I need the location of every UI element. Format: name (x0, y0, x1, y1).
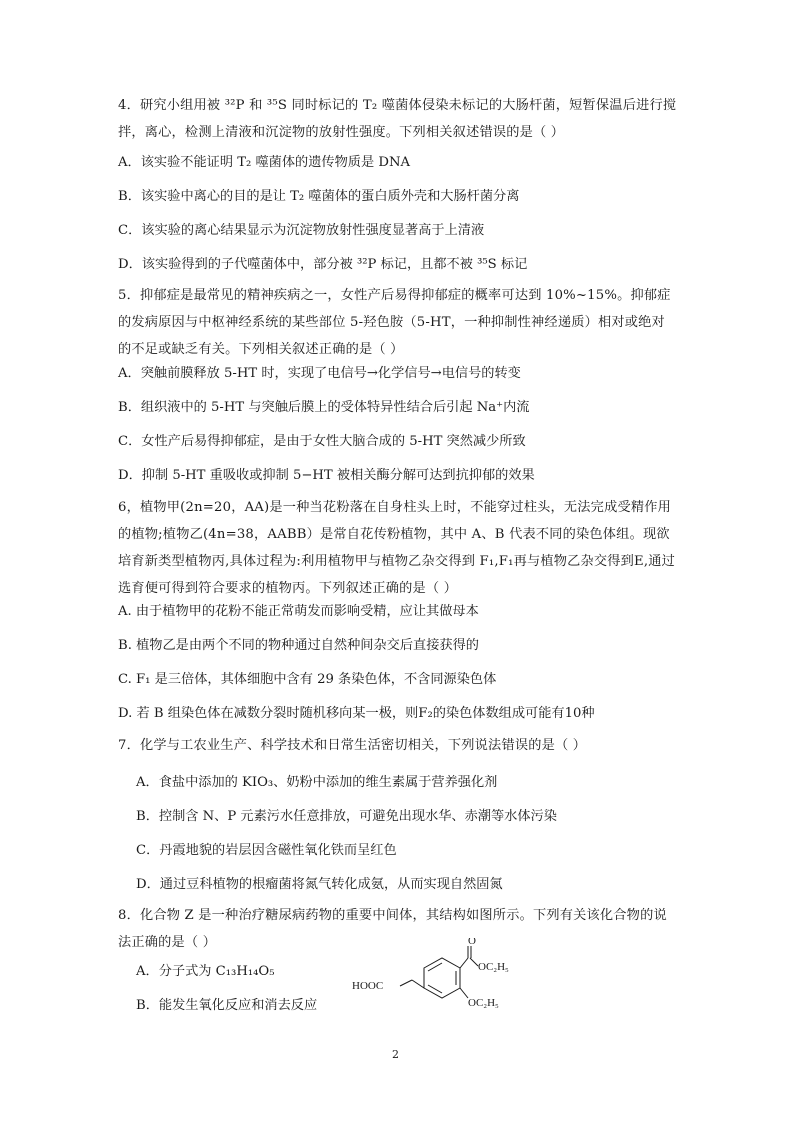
ester-oc2h5-label: OC₂H₅ (478, 961, 509, 973)
benzene-ring (424, 958, 460, 998)
q7-option-b: B．控制含 N、P 元素污水任意排放，可避免出现水华、赤潮等水体污染 (136, 809, 557, 824)
q7-stem: 7．化学与工农业生产、科学技术和日常生活密切相关，下列说法错误的是（ ） (118, 738, 587, 753)
hooc-label: HOOC (352, 980, 384, 992)
bonds (400, 946, 478, 998)
q6-option-d: D. 若 B 组染色体在减数分裂时随机移向某一极，则F₂的染色体数组成可能有10种 (118, 706, 595, 721)
q5-stem: 5．抑郁症是最常见的精神疾病之一，女性产后易得抑郁症的概率可达到 10%~15%。抑郁症的发病原因与中枢神经系统的某些部位 5-羟色胺（5-HT，一种抑制性神经递质）相对或绝对的不足或缺乏有关。下列相关叙述正确的是（ ） (118, 288, 671, 357)
q5-option-b: B．组织液中的 5-HT 与突触后膜上的受体特异性结合后引起 Na⁺内流 (118, 400, 530, 415)
q5-option-a: A．突触前膜释放 5-HT 时，实现了电信号→化学信号→电信号的转变 (118, 366, 521, 381)
q7-option-d: D．通过豆科植物的根瘤菌将氮气转化成氨，从而实现自然固氮 (136, 877, 503, 892)
q7-option-c: C．丹霞地貌的岩层因含磁性氧化铁而呈红色 (136, 843, 397, 858)
carbonyl-oxygen-label: O (468, 938, 476, 947)
q6-option-c: C. F₁ 是三倍体，其体细胞中含有 29 条染色体，不含同源染色体 (118, 672, 497, 687)
q7-option-a: A．食盐中添加的 KIO₃、奶粉中添加的维生素属于营养强化剂 (136, 775, 498, 790)
q6-option-b: B. 植物乙是由两个不同的物种通过自然种间杂交后直接获得的 (118, 638, 479, 653)
q6-option-a: A. 由于植物甲的花粉不能正常萌发而影响受精，应让其做母本 (118, 604, 479, 619)
ether-oc2h5-label: OC₂H₅ (468, 997, 499, 1009)
q4-option-d: D．该实验得到的子代噬菌体中，部分被 ³²P 标记，且都不被 ³⁵S 标记 (118, 257, 528, 272)
q4-option-c: C．该实验的离心结果显示为沉淀物放射性强度显著高于上清液 (118, 223, 485, 238)
q5-option-c: C．女性产后易得抑郁症，是由于女性大脑合成的 5-HT 突然减少所致 (118, 434, 526, 449)
q4-option-a: A．该实验不能证明 T₂ 噬菌体的遗传物质是 DNA (118, 155, 411, 170)
q5-option-d: D．抑制 5-HT 重吸收或抑制 5−HT 被相关酶分解可达到抗抑郁的效果 (118, 468, 535, 483)
q4-option-b: B．该实验中离心的目的是让 T₂ 噬菌体的蛋白质外壳和大肠杆菌分离 (118, 189, 520, 204)
compound-z-structure (350, 938, 520, 1028)
q8-option-b: B．能发生氧化反应和消去反应 (136, 998, 318, 1013)
q6-stem: 6，植物甲(2n=20，AA)是一种当花粉落在自身柱头上时，不能穿过柱头，无法完成受精作用的植物;植物乙(4n=38，AABB）是常自花传粉植物，其中 A、B 代表不同的染色体组。现欲培育新类型植物丙,具体过程为:利用植物甲与植物乙杂交得到 F₁,F₁再与植物乙杂交得到E,通过选育便可得到符合要求的植物丙。下列叙述正确的是（ ） (118, 500, 676, 596)
q8-option-a: A．分子式为 C₁₃H₁₄O₅ (136, 964, 275, 979)
page-number: 2 (392, 1048, 399, 1061)
q4-stem: 4．研究小组用被 ³²P 和 ³⁵S 同时标记的 T₂ 噬菌体侵染未标记的大肠杆菌，短暂保温后进行搅拌，离心，检测上清液和沉淀物的放射性强度。下列相关叙述错误的是（ ） (118, 98, 677, 140)
q8-stem: 8．化合物 Z 是一种治疗糖尿病药物的重要中间体，其结构如图所示。下列有关该化合物的说法正确的是（ ） (118, 908, 667, 950)
